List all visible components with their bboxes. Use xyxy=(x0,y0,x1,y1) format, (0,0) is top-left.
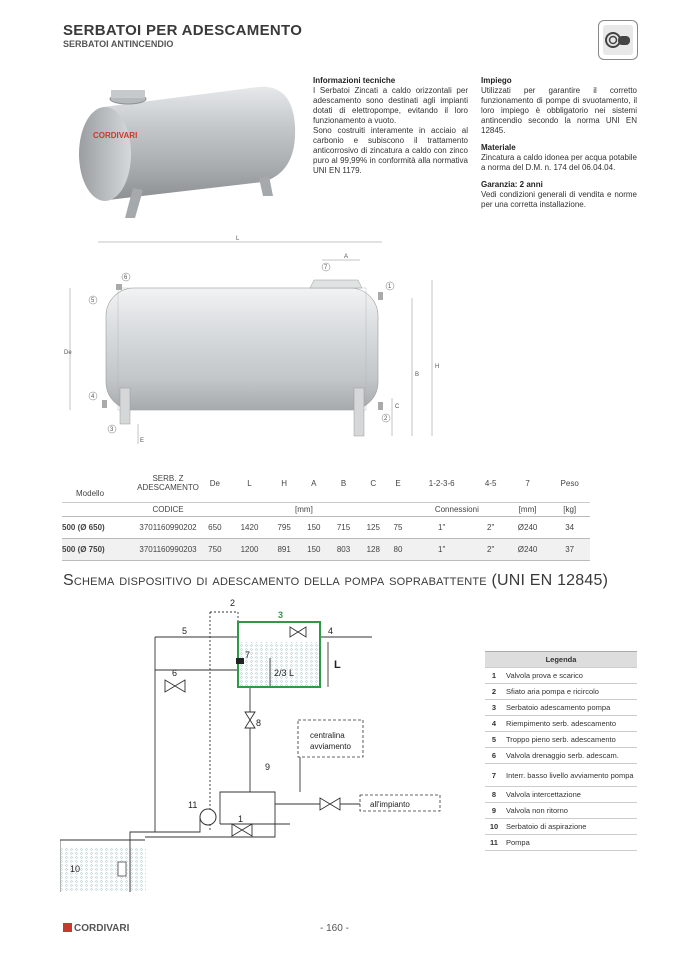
unit-kg: [kg] xyxy=(549,503,590,517)
th-h: H xyxy=(281,478,288,488)
callout-1: 1 xyxy=(388,284,392,290)
list-item: 6 Valvola drenaggio serb. adescam. xyxy=(485,748,637,764)
th-a: A xyxy=(311,478,317,488)
unit-mm: [mm] xyxy=(200,503,408,517)
product-photo xyxy=(63,72,303,222)
callout-6: 6 xyxy=(124,275,128,281)
warranty-text: Vedi condizioni generali di vendita e norme per una corretta installazione. xyxy=(481,190,637,209)
list-item: 2 Sfiato aria pompa e ricircolo xyxy=(485,684,637,700)
tech-text-2: Sono costruiti interamente in acciaio al carbonio e subiscono il trattamento anticorrosivo di zincatura a caldo con zinco puro al 99,99% in conformità alla normativa UNI EN 1179. xyxy=(313,126,468,175)
schema-title: Schema dispositivo di adescamento della pompa soprabattente (UNI EN 12845) xyxy=(63,572,609,589)
th-l: L xyxy=(247,478,252,488)
list-item: 10 Serbatoio di aspirazione xyxy=(485,819,637,835)
callout-4: 4 xyxy=(91,394,95,400)
unit-code: CODICE xyxy=(136,503,200,517)
use-text: Utilizzati per garantire il corretto funzionamento di pompe di svuotamento, il loro impiego è obbligatorio nei sistemi antincendio secondo la norma UNI EN 12845. xyxy=(481,86,637,135)
legend-table xyxy=(485,651,637,851)
schema-label-23L: 2/3 L xyxy=(274,668,295,678)
th-7: 7 xyxy=(525,478,530,488)
brand-logo xyxy=(63,923,129,934)
impianto-label: all'impianto xyxy=(370,800,410,809)
dim-E: E xyxy=(140,438,145,444)
schema-label-10: 10 xyxy=(70,864,81,874)
unit-conn: Connessioni xyxy=(408,503,506,517)
schema-label-7: 7 xyxy=(245,650,251,660)
centralina-label-1: centralina xyxy=(310,731,345,740)
page-subtitle: SERBATOI ANTINCENDIO xyxy=(63,39,174,49)
schema-label-3: 3 xyxy=(278,610,284,620)
th-peso: Peso xyxy=(560,478,579,488)
dim-De: De xyxy=(64,350,72,356)
callout-2: 2 xyxy=(384,416,388,422)
material-title: Materiale xyxy=(481,143,516,152)
callout-7: 7 xyxy=(324,265,328,271)
list-item: 7 Interr. basso livello avviamento pompa xyxy=(485,764,637,787)
schema-label-9: 9 xyxy=(265,762,271,772)
legend-title: Legenda xyxy=(485,652,637,668)
th-model: Modello xyxy=(76,489,105,498)
page-number: - 160 - xyxy=(320,923,349,934)
schema-label-1: 1 xyxy=(238,814,244,824)
schema-label-5: 5 xyxy=(182,626,188,636)
list-item: 8 Valvola intercettazione xyxy=(485,787,637,803)
th-conn-45: 4-5 xyxy=(484,478,497,488)
th-e: E xyxy=(395,478,401,488)
dim-H: H xyxy=(435,364,440,370)
tank-icon xyxy=(598,20,638,60)
brand-mark-icon xyxy=(63,923,72,932)
schema-label-4: 4 xyxy=(328,626,334,636)
material-text: Zincatura a caldo idonea per acqua potabile a norma del D.M. n. 174 del 06.04.04. xyxy=(481,153,637,172)
tech-title: Informazioni tecniche xyxy=(313,76,396,85)
dim-B: B xyxy=(415,372,420,378)
usage-info xyxy=(481,76,637,217)
technical-drawing xyxy=(60,230,460,450)
list-item: 3 Serbatoio adescamento pompa xyxy=(485,700,637,716)
list-item: 4 Riempimento serb. adescamento xyxy=(485,716,637,732)
page-title: SERBATOI PER ADESCAMENTO xyxy=(63,22,303,39)
callout-5: 5 xyxy=(91,298,95,304)
tech-info xyxy=(313,76,468,183)
schema-label-6: 6 xyxy=(172,668,178,678)
warranty-title: Garanzia: 2 anni xyxy=(481,180,543,189)
list-item: 5 Troppo pieno serb. adescamento xyxy=(485,732,637,748)
list-item: 11 Pompa xyxy=(485,835,637,851)
dim-C: C xyxy=(395,404,400,410)
photo-brand: CORDIVARI xyxy=(93,131,138,140)
dim-A: A xyxy=(344,254,349,260)
list-item: 9 Valvola non ritorno xyxy=(485,803,637,819)
brand-name: CORDIVARI xyxy=(74,923,130,934)
tech-text-1: I Serbatoi Zincati a caldo orizzontali per adescamento sono destinati agli impianti dotati di elettropompe, evitando il loro funzionamento a vuoto. xyxy=(313,86,468,125)
schema-label-2: 2 xyxy=(230,598,236,608)
callout-3: 3 xyxy=(110,427,114,433)
schema-label-L: L xyxy=(334,659,341,671)
table-row: 500 (Ø 750) 3701160990203 750 1200 891 150 803 128 80 1" 2" Ø240 37 xyxy=(62,539,590,561)
th-conn-123: 1-2-3-6 xyxy=(428,478,455,488)
priming-schema xyxy=(60,592,445,892)
table-row: 500 (Ø 650) 3701160990202 650 1420 795 150 715 125 75 1" 2" Ø240 34 xyxy=(62,517,590,539)
centralina-label-2: avviamento xyxy=(310,742,351,751)
th-c: C xyxy=(370,478,377,488)
th-b: B xyxy=(340,478,347,488)
schema-label-11: 11 xyxy=(188,800,198,810)
th-de: De xyxy=(209,478,220,488)
list-item: 1 Valvola prova e scarico xyxy=(485,668,637,684)
spec-table xyxy=(62,464,590,561)
use-title: Impiego xyxy=(481,76,512,85)
th-code: SERB. Z ADESCAMENTO xyxy=(137,474,199,492)
schema-label-8: 8 xyxy=(256,718,262,728)
unit-mm-7: [mm] xyxy=(506,503,550,517)
dim-L: L xyxy=(236,236,240,242)
